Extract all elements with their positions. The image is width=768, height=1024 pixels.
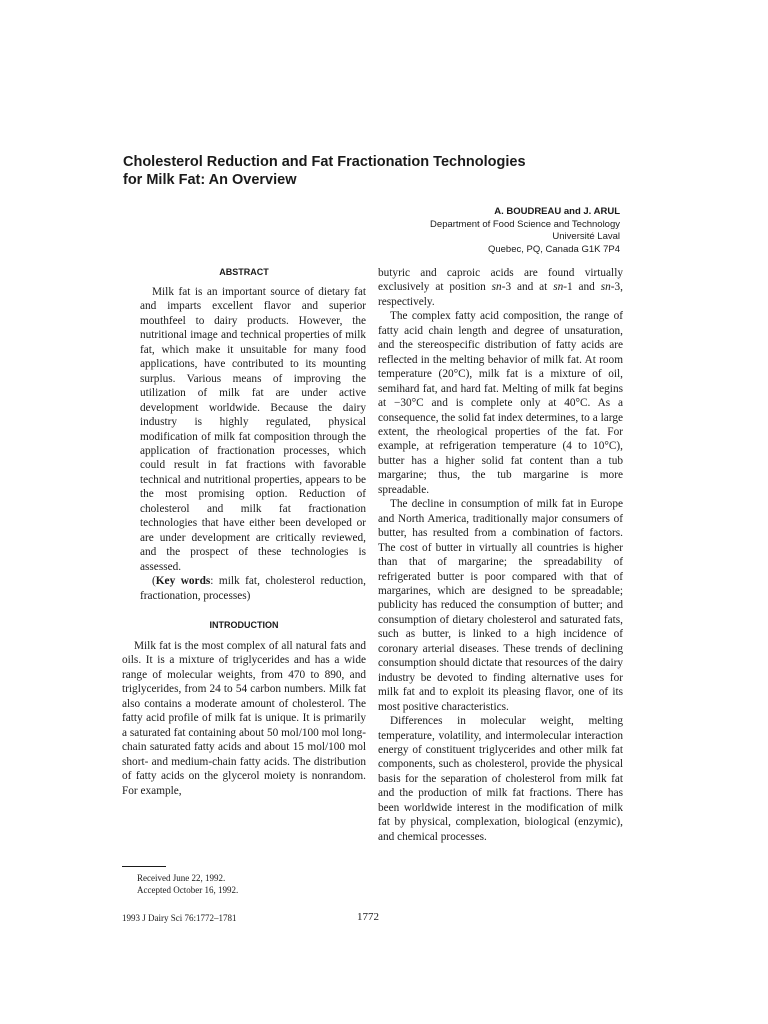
keywords-list: : milk fat, cholesterol reduction, fractionation, processes) <box>140 575 366 602</box>
introduction-heading: INTRODUCTION <box>209 619 279 630</box>
right-paragraph-1 <box>378 266 623 309</box>
p1-text-a: butyric and caproic acids are found virtually exclusively at position <box>378 267 623 294</box>
received-date: Received June 22, 1992. <box>137 873 226 883</box>
p1-sn-b: sn <box>553 281 564 294</box>
accepted-date: Accepted October 16, 1992. <box>137 884 239 895</box>
footnote <box>137 873 238 896</box>
paper-title <box>123 153 643 189</box>
right-paragraph-4: Differences in molecular weight, melting temperature, volatility, and intermolecular interaction energy of constituent triglycerides and other milk fat components, such as cholesterol, provide the physical basis for the separation of cholesterol from milk fat and the production of milk fat fractions. There has been worldwide interest in the modification of milk fat by physical, complexation, biological (enzymic), and chemical processes. <box>378 715 623 843</box>
author-block <box>430 206 620 256</box>
journal-reference: 1993 J Dairy Sci 76:1772–1781 <box>122 913 237 923</box>
p1-sn-a: sn <box>491 281 502 294</box>
keywords-label: Key words <box>155 575 211 588</box>
affiliation-department: Department of Food Science and Technology <box>430 218 620 230</box>
right-paragraph-2: The complex fatty acid composition, the range of fatty acid chain length and degree of unsaturation, and the stereospecific distribution of fatty acids are reflected in the melting behavior of milk fat. At room temperature (20°C), milk fat is a mixture of oil, semihard fat, and hard fat. Melting of milk fat begins at −30°C and is complete only at 40°C. As a consequence, the solid fat index determines, to a large extent, the rheological properties of the fat. For example, at refrigeration temperature (4 to 10°C), butter has a higher solid fat content than a tub margarine; thus, the tub margarine is more spreadable. <box>378 310 623 496</box>
p1-sn-c: sn <box>600 281 611 294</box>
right-column <box>378 266 623 844</box>
right-paragraph-3: The decline in consumption of milk fat in Europe and North America, traditionally major consumers of butter, has resulted from a combination of factors. The cost of butter in virtually all countries is higher than that of margarine; the spreadability of refrigerated butter is poor compared with that of margarines, which are designed to be spreadable; publicity has reduced the consumption of butter; and consumption of dietary cholesterol and saturated fats, such as butter, is linked to a high incidence of coronary arterial diseases. These trends of declining consumption should dictate that resources of the dairy industry be devoted to finding alternative uses for milk fat and to exploit its pleasing flavor, one of its most positive characteristics. <box>378 498 623 713</box>
affiliation-university: Université Laval <box>552 231 620 243</box>
affiliation-address: Quebec, PQ, Canada G1K 7P4 <box>487 243 620 255</box>
title-line-2: for Milk Fat: An Overview <box>123 172 297 188</box>
p1-text-d: -3, respectively. <box>378 281 623 308</box>
title-line-1: Cholesterol Reduction and Fat Fractionation Technologies <box>123 154 526 170</box>
author-names: A. BOUDREAU and J. ARUL <box>494 206 620 217</box>
p1-text-c: -1 and <box>563 281 601 294</box>
page-number: 1772 <box>357 911 379 923</box>
introduction-paragraph: Milk fat is the most complex of all natural fats and oils. It is a mixture of triglycerides and has a wide range of molecular weights, from 470 to 890, and triglycerides, from 24 to 54 carbon numbers. Milk fat also contains a moderate amount of cholesterol. The fatty acid profile of milk fat is unique. It is primarily a saturated fat containing about 50 mol/100 mol long-chain saturated fatty acids and about 15 mol/100 mol short- and medium-chain fatty acids. The distribution of fatty acids on the glycerol moiety is nonrandom. For example, <box>122 639 366 797</box>
left-column <box>122 266 366 798</box>
abstract-body <box>122 285 366 603</box>
footnote-rule <box>122 866 166 867</box>
keywords: (Key words: milk fat, cholesterol reduction, fractionation, processes) <box>140 575 366 602</box>
abstract-text: Milk fat is an important source of dietary fat and imparts excellent flavor and superior mouthfeel to dairy products. However, the nutritional image and technical properties of milk fat, which make it unsuitable for many food applications, have contributed to its mounting surplus. Various means of improving the utilization of milk fat are under active development worldwide. Because the dairy industry is highly regulated, physical modification of milk fat composition through the application of fractionation processes, which could result in fat fractions with favorable technical and nutritional properties, appears to be the most promising option. Reduction of cholesterol and milk fat fractionation technologies that have either been developed or are under development are critically reviewed, and the prospect of these technologies is assessed. <box>140 286 366 573</box>
abstract-heading: ABSTRACT <box>219 267 269 277</box>
p1-text-b: -3 and at <box>501 281 554 294</box>
